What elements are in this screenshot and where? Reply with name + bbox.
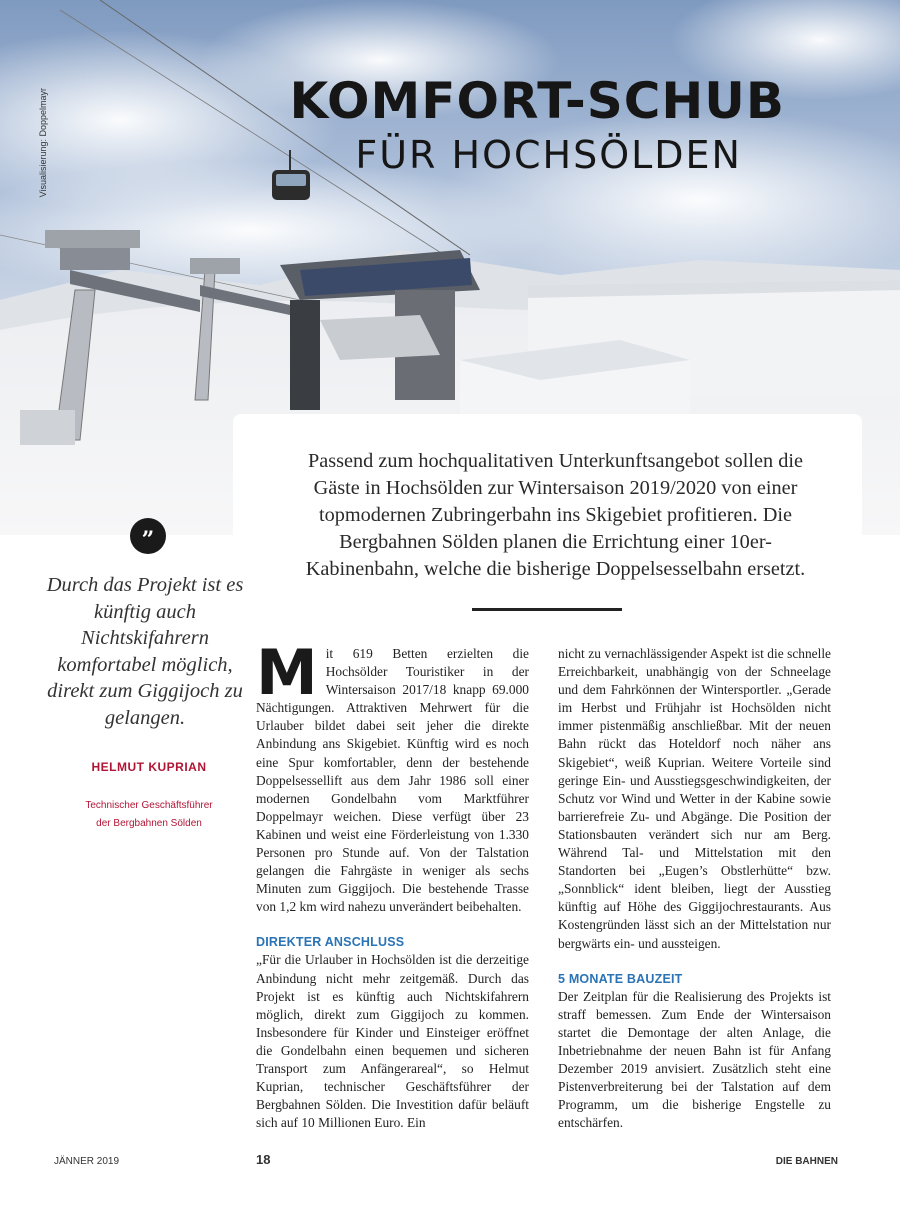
subheadline: FÜR HOCHSÖLDEN bbox=[355, 133, 742, 177]
article-column-2 bbox=[558, 645, 831, 1132]
quote-author: HELMUT KUPRIAN bbox=[91, 760, 207, 774]
article-paragraph: nicht zu vernachlässigender Aspekt ist die schnelle Erreichbarkeit, unabhängig von der Schneelage und dem Fahrkönnen der Wintersportler. „Gerade im Herbst und Frühjahr ist Hochsölden nicht immer pistenmäßig anschließbar. Mit der neuen Bahn rückt das Hoteldorf noch näher ans Skigebiet“, weiß Kuprian. Weitere Vorteile sind geringe Ein- und Ausstiegsgeschwindigkeiten, der Schutz vor Wind und Wetter in der Kabine sowie barrierefreie Zu- und Abgänge. Die Position der Stationsbauten verändert sich nur am Berg. Während Tal- und Mittelstation mit den Standorten bei „Eugen’s Obstlerhütte“ bzw. „Sonnblick“ ident bleiben, liegt der Ausstieg künftig auf Höhe des Giggijochrestaurants. Aus Kostengründen lässt sich an der Mittelstation nur bergwärts ein- und aussteigen. bbox=[558, 646, 831, 951]
article-paragraph: „Für die Urlauber in Hochsölden ist die derzeitige Anbindung nicht mehr zeitgemäß. Durch das Projekt ist es künftig auch Nichtskifahrern möglich, direkt zum Giggijoch zu kommen. Insbesondere für Kinder und Einsteiger eröffnet die Gondelbahn einen bequemen und sicheren Transport zum Anfängerareal“, so Helmut Kuprian, technischer Geschäftsführer der Bergbahnen Sölden. Die Investition dafür beläuft sich auf 10 Millionen Euro. Ein bbox=[256, 952, 529, 1131]
quote-role-line: der Bergbahnen Sölden bbox=[96, 818, 202, 829]
headline: KOMFORT-SCHUB bbox=[289, 72, 785, 130]
magazine-name: DIE BAHNEN bbox=[775, 1156, 838, 1167]
page-number: 18 bbox=[256, 1152, 271, 1167]
footer-date: JÄNNER 2019 bbox=[54, 1156, 120, 1167]
pull-quote: Durch das Projekt ist es künftig auch Nichtskifahrern komfortabel möglich, direkt zum Giggijoch zu gelangen. bbox=[46, 574, 244, 729]
quote-role-line: Technischer Geschäftsführer bbox=[85, 800, 213, 811]
article-column-1 bbox=[256, 636, 529, 1132]
article-paragraph: Der Zeitplan für die Realisierung des Projekts ist straff bemessen. Zum Ende der Wintersaison startet die Demontage der alten Anlage, die Inbetriebnahme der neuen Bahn ist für Anfang Dezember 2019 anvisiert. Zusätzlich steht eine Pistenverbreiterung bei der Talstation auf dem Programm, um die bisherige Engstelle zu entschärfen. bbox=[558, 988, 831, 1131]
article-paragraph bbox=[256, 636, 529, 916]
section-heading: DIREKTER ANSCHLUSS bbox=[256, 935, 405, 950]
quote-author-role bbox=[40, 797, 258, 833]
section-heading: 5 MONATE BAUZEIT bbox=[558, 971, 683, 986]
lead-paragraph: Passend zum hochqualitativen Unterkunftsangebot sollen die Gäste in Hochsölden zur Wintersaison 2019/2020 von einer topmodernen Zubringerbahn ins Skigebiet profitieren. Die Bergbahnen Sölden planen die Errichtung einer 10er-Kabinenbahn, welche die bisherige Doppelsesselbahn ersetzt. bbox=[305, 450, 806, 580]
lead-divider bbox=[472, 608, 622, 611]
quote-icon: ” bbox=[130, 518, 166, 554]
article-paragraph-text: it 619 Betten erzielten die Hochsölder Touristiker in der Wintersaison 2017/18 knapp 69.000 Nächtigungen. Attraktiven Mehrwert für die Urlauber bildet dabei seit jeher die direkte Anbindung ans Skigebiet. Künftig wird es noch eine Spur komfortabler, denn der bestehende Doppelsessellift aus dem Jahr 1986 soll einer modernen Gondelbahn vom Marktführer Doppelmayr weichen. Diese verfügt über 23 Kabinen und weist eine Förderleistung von 1.330 Personen pro Stunde auf. Von der Talstation gelangen die Fahrgäste in weniger als sechs Minuten zum Giggijoch. Die bestehende Trasse von 1,2 km wird nahezu unverändert beibehalten. bbox=[256, 646, 529, 915]
drop-cap: M bbox=[256, 636, 318, 709]
image-credit: Visualisierung: Doppelmayr bbox=[38, 88, 48, 198]
